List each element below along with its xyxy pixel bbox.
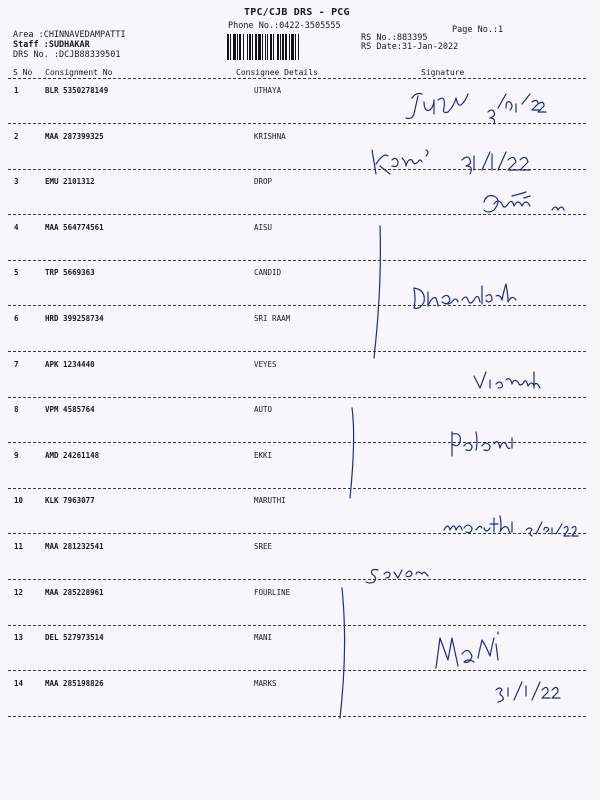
row-divider <box>8 625 586 626</box>
row-consignment-number: MAA 285228961 <box>45 587 104 597</box>
row-consignee-name: UTHAYA <box>254 86 282 95</box>
row-serial-number: 14 <box>14 678 24 688</box>
barcode-bar <box>239 34 241 60</box>
row-consignee-name: FOURLINE <box>254 587 291 597</box>
signature-row-11 <box>366 570 428 584</box>
sheet-title: TPC/CJB DRS - PCG <box>244 7 350 18</box>
row-serial-number: 12 <box>14 587 24 597</box>
row-divider <box>8 305 586 306</box>
bracket-stroke-1 <box>374 226 380 358</box>
barcode-bar <box>252 34 253 60</box>
row-consignment-number: MAA 287399325 <box>45 131 104 141</box>
row-consignment-number: VPM 4585764 <box>45 405 95 415</box>
column-consignment: Consignment No <box>45 68 113 77</box>
signature-row-13 <box>436 632 560 702</box>
barcode-bar <box>230 34 231 60</box>
barcode-bar <box>258 34 261 60</box>
row-consignment-number: MAA 564774561 <box>45 222 104 232</box>
barcode-bar <box>285 34 287 60</box>
row-consignee-name: MARUTHI <box>254 496 286 506</box>
row-consignment-number: TRP 5669363 <box>45 268 95 278</box>
barcode-bar <box>273 34 274 60</box>
row-serial-number: 10 <box>14 496 24 506</box>
row-consignee-name: EKKI <box>254 450 273 460</box>
row-divider <box>8 260 586 261</box>
barcode-bar <box>291 34 294 60</box>
barcode-bar <box>237 34 238 60</box>
row-consignment-number: DEL 527973514 <box>45 633 104 643</box>
row-consignment-number: BLR 5350278149 <box>45 86 109 95</box>
barcode-bar <box>247 34 248 60</box>
rs-date: RS Date:31-Jan-2022 <box>361 42 459 52</box>
barcode-bar <box>282 34 284 60</box>
bracket-stroke-3 <box>340 588 345 718</box>
signature-row-3 <box>484 192 564 212</box>
row-divider <box>8 214 586 215</box>
row-serial-number: 3 <box>14 177 19 187</box>
signature-row-1 <box>406 94 546 125</box>
row-serial-number: 7 <box>14 359 19 369</box>
page-number: Page No.:1 <box>452 25 504 35</box>
row-consignee-name: DROP <box>254 177 273 187</box>
barcode-bar <box>255 34 257 60</box>
row-divider <box>8 397 586 398</box>
area-label: Area :CHINNAVEDAMPATTI <box>13 30 126 40</box>
signature-row-7 <box>474 372 540 388</box>
barcode-bar <box>249 34 251 60</box>
barcode-image <box>226 34 348 60</box>
barcode-bar <box>262 34 263 60</box>
barcode-bar <box>289 34 290 60</box>
row-serial-number: 6 <box>14 314 19 323</box>
column-consignee: Consignee Details <box>236 68 318 77</box>
row-consignee-name: AISU <box>254 222 273 232</box>
row-consignee-name: MARKS <box>254 678 277 688</box>
barcode-bar <box>265 34 266 60</box>
header-divider <box>8 78 586 79</box>
row-divider <box>8 351 586 352</box>
row-serial-number: 4 <box>14 222 19 232</box>
row-consignment-number: MAA 281232541 <box>45 542 104 551</box>
row-divider <box>8 579 586 580</box>
row-divider <box>8 442 586 443</box>
row-consignee-name: AUTO <box>254 405 273 415</box>
barcode-bar <box>233 34 236 60</box>
row-consignee-name: CANDID <box>254 268 282 278</box>
signature-row-2 <box>372 150 530 174</box>
phone-number: Phone No.:0422-3505555 <box>228 21 341 31</box>
row-divider <box>8 533 586 534</box>
row-consignment-number: AMD 24261148 <box>45 450 100 460</box>
row-consignment-number: MAA 285198826 <box>45 678 104 688</box>
barcode-bar <box>227 34 229 60</box>
row-serial-number: 5 <box>14 268 19 278</box>
row-divider <box>8 123 586 124</box>
barcode-bar <box>295 34 296 60</box>
row-consignment-number: APK 1234440 <box>45 359 95 369</box>
column-signature: Signature <box>421 68 465 77</box>
bracket-stroke-2 <box>350 408 354 498</box>
row-serial-number: 2 <box>14 131 19 141</box>
row-divider <box>8 488 586 489</box>
barcode-bar <box>243 34 244 60</box>
row-divider <box>8 670 586 671</box>
row-divider <box>8 169 586 170</box>
row-consignee-name: VEYES <box>254 359 277 369</box>
row-consignment-number: EMU 2101312 <box>45 177 95 187</box>
row-consignee-name: SRI RAAM <box>254 314 291 323</box>
column-sno: S No <box>13 68 33 77</box>
row-consignment-number: HRD 399258734 <box>45 314 104 323</box>
rs-number: RS No.:883395 <box>361 33 428 43</box>
drs-number: DRS No. :DCJB88339501 <box>13 50 121 60</box>
row-consignee-name: KRISHNA <box>254 131 286 141</box>
barcode-bar <box>270 34 272 60</box>
staff-label: Staff :SUDHAKAR <box>13 40 90 50</box>
row-consignee-name: MANI <box>254 633 273 643</box>
row-consignment-number: KLK 7963077 <box>45 496 95 506</box>
row-consignee-name: SREE <box>254 542 273 551</box>
row-serial-number: 1 <box>14 86 19 95</box>
row-serial-number: 11 <box>14 542 24 551</box>
row-serial-number: 8 <box>14 405 19 415</box>
signature-row-9 <box>452 432 512 456</box>
row-divider <box>8 716 586 717</box>
barcode-bar <box>277 34 279 60</box>
row-serial-number: 9 <box>14 450 19 460</box>
barcode-bar <box>298 34 299 60</box>
barcode-bar <box>267 34 268 60</box>
row-serial-number: 13 <box>14 633 24 643</box>
barcode-bar <box>280 34 281 60</box>
